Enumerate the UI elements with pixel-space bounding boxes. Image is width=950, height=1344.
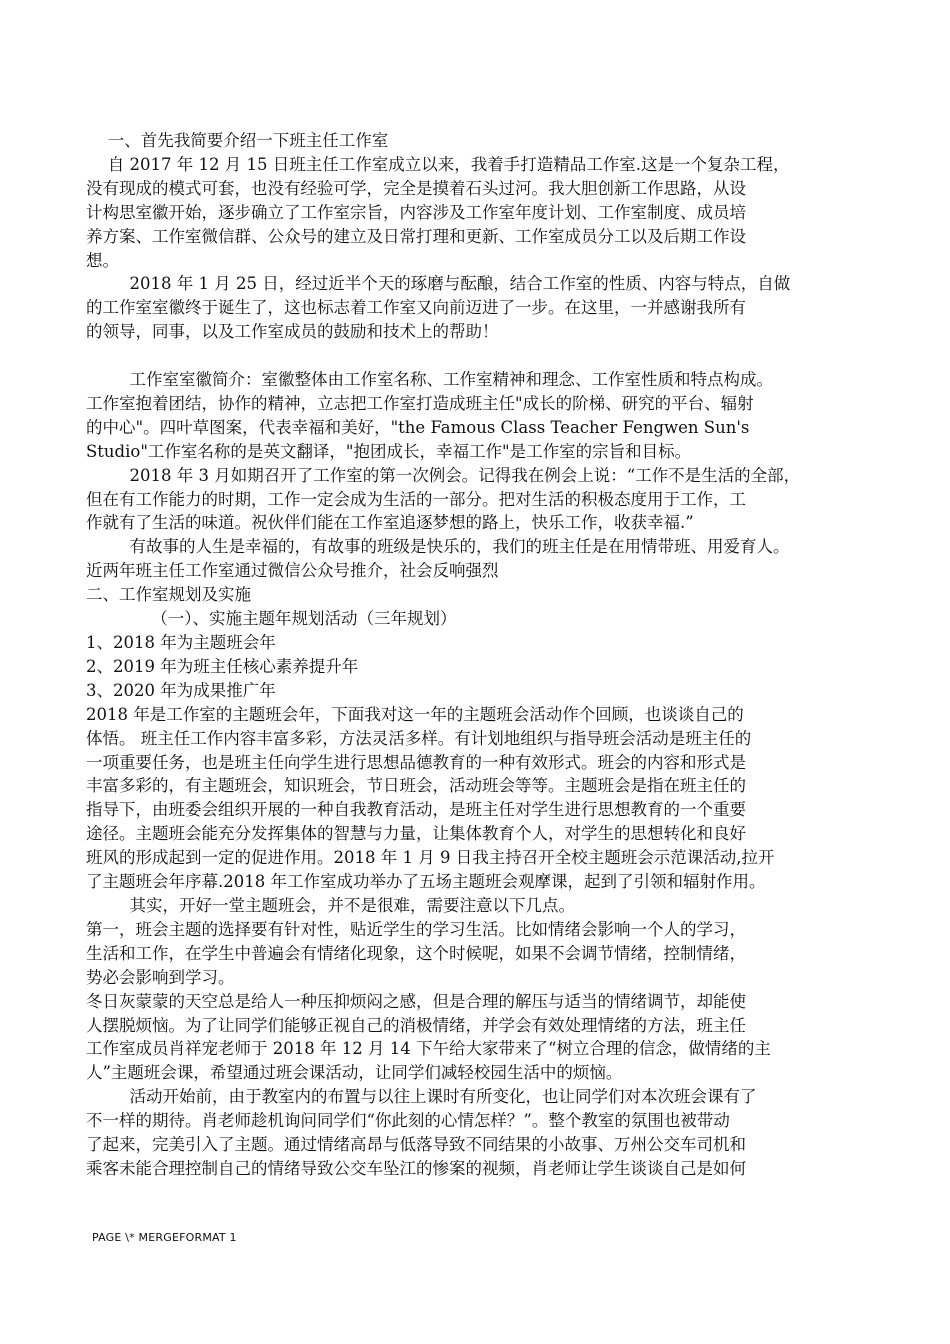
text-line: 人”主题班会课，希望通过班会课活动，让同学们减轻校园生活中的烦恼。 (86, 1063, 623, 1083)
text-line: 一、首先我简要介绍一下班主任工作室 (86, 131, 389, 150)
text-line: 一项重要任务，也是班主任向学生进行思想品德教育的一种有效形式。班会的内容和形式是 (86, 752, 746, 772)
text-line: 养方案、工作室微信群、公众号的建立及日常打理和更新、工作室成员分工以及后期工作设 (86, 226, 746, 246)
text-line: 2018 年 1 月 25 日，经过近半个天的琢磨与酝酿，结合工作室的性质、内容与特点，自做 (86, 274, 791, 294)
text-line: 不一样的期待。肖老师趁机询问同学们“你此刻的心情怎样？”。整个教室的氛围也被带动 (86, 1111, 730, 1131)
text-line: 计构思室徽开始，逐步确立了工作室宗旨，内容涉及工作室年度计划、工作室制度、成员培 (86, 202, 746, 222)
text-line: 的领导，同事，以及工作室成员的鼓励和技术上的帮助！ (86, 322, 499, 342)
text-line: 工作室成员肖祥宠老师于 2018 年 12 月 14 下午给大家带来了“树立合理的信念，做情绪的主 (86, 1039, 771, 1059)
blank-line (86, 344, 864, 368)
document-body (86, 129, 864, 1181)
text-line: 丰富多彩的，有主题班会，知识班会，节日班会，活动班会等等。主题班会是指在班主任的 (86, 776, 746, 796)
text-line: 二、工作室规划及实施 (86, 585, 251, 605)
text-line: 有故事的人生是幸福的，有故事的班级是快乐的，我们的班主任是在用情带班、用爱育人。 (86, 537, 790, 557)
text-line: 2018 年是工作室的主题班会年，下面我对这一年的主题班会活动作个回顾，也谈谈自己的 (86, 704, 744, 724)
text-line: 工作室室徽简介：室徽整体由工作室名称、工作室精神和理念、工作室性质和特点构成。 (86, 370, 773, 390)
text-line: 冬日灰蒙蒙的天空总是给人一种压抑烦闷之感，但是合理的解压与适当的情绪调节，却能使 (86, 991, 746, 1011)
text-line: 途径。主题班会能充分发挥集体的智慧与力量，让集体教育个人，对学生的思想转化和良好 (86, 824, 746, 844)
text-line: 乘客未能合理控制自己的情绪导致公交车坠江的惨案的视频，肖老师让学生谈谈自己是如何 (86, 1158, 746, 1178)
text-line: 其实，开好一堂主题班会，并不是很难，需要注意以下几点。 (86, 895, 575, 915)
text-line: 1、2018 年为主题班会年 (86, 633, 276, 653)
text-line: 了主题班会年序幕.2018 年工作室成功举办了五场主题班会观摩课，起到了引领和辐射作用。 (86, 872, 766, 892)
text-line: 工作室抱着团结，协作的精神，立志把工作室打造成班主任"成长的阶梯、研究的平台、辐射 (86, 393, 754, 413)
page-footer: PAGE \* MERGEFORMAT 1 (92, 1231, 237, 1244)
text-line: （一）、实施主题年规划活动（三年规划） (86, 609, 457, 629)
text-line: 势必会影响到学习。 (86, 967, 235, 987)
text-line: 班风的形成起到一定的促进作用。2018 年 1 月 9 日我主持召开全校主题班会示范课活动,拉开 (86, 848, 775, 868)
text-line: 自 2017 年 12 月 15 日班主任工作室成立以来，我着手打造精品工作室.这是一个复杂工程， (86, 154, 790, 174)
text-line: 的中心"。四叶草图案，代表幸福和美好，"the Famous Class Teacher Fengwen Sun's (86, 417, 750, 437)
text-line: 了起来，完美引入了主题。通过情绪高昂与低落导致不同结果的小故事、万州公交车司机和 (86, 1135, 746, 1155)
text-line: 想。 (86, 250, 119, 270)
text-line: 生活和工作，在学生中普遍会有情绪化现象，这个时候呢，如果不会调节情绪，控制情绪， (86, 943, 746, 963)
text-line: 第一，班会主题的选择要有针对性，贴近学生的学习生活。比如情绪会影响一个人的学习， (86, 919, 746, 939)
text-line: 没有现成的模式可套，也没有经验可学，完全是摸着石头过河。我大胆创新工作思路，从设 (86, 178, 746, 198)
text-line: 作就有了生活的味道。祝伙伴们能在工作室追逐梦想的路上，快乐工作，收获幸福.” (86, 513, 694, 533)
text-line: 3、2020 年为成果推广年 (86, 680, 276, 700)
text-line: 但在有工作能力的时期，工作一定会成为生活的一部分。把对生活的积极态度用于工作，工 (86, 489, 746, 509)
text-line: 2、2019 年为班主任核心素养提升年 (86, 656, 359, 676)
text-line: 体悟。 班主任工作内容丰富多彩，方法灵活多样。有计划地组织与指导班会活动是班主任的 (86, 728, 752, 748)
text-line: 近两年班主任工作室通过微信公众号推介，社会反响强烈 (86, 561, 499, 581)
text-line: 人摆脱烦恼。为了让同学们能够正视自己的消极情绪，并学会有效处理情绪的方法，班主任 (86, 1015, 746, 1035)
text-line: 的工作室室徽终于诞生了，这也标志着工作室又向前迈进了一步。在这里，一并感谢我所有 (86, 298, 746, 318)
text-line: 指导下，由班委会组织开展的一种自我教育活动，是班主任对学生进行思想教育的一个重要 (86, 800, 746, 820)
text-line: 2018 年 3 月如期召开了工作室的第一次例会。记得我在例会上说：“工作不是生活的全部， (86, 465, 801, 485)
text-line: Studio"工作室名称的是英文翻译，"抱团成长，幸福工作"是工作室的宗旨和目标。 (86, 441, 692, 461)
text-line: 活动开始前，由于教室内的布置与以往上课时有所变化，也让同学们对本次班会课有了 (86, 1087, 757, 1107)
